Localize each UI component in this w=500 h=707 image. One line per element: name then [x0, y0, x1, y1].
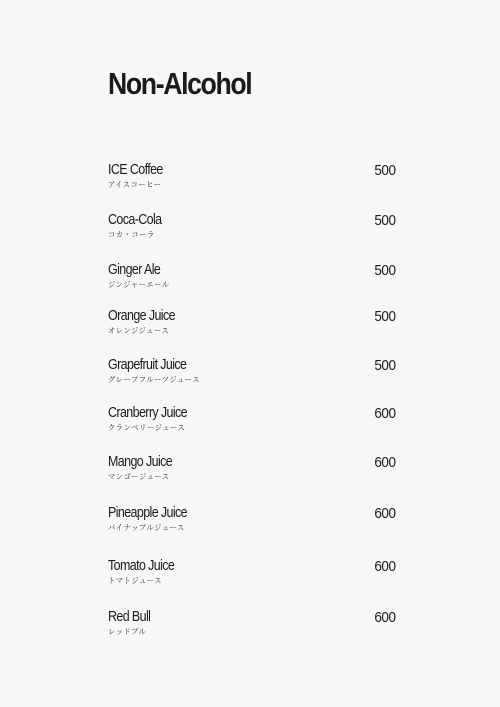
item-price: 600 [374, 454, 396, 471]
item-japanese-name: レッドブル [108, 627, 147, 636]
item-name: Coca-Cola [108, 212, 162, 228]
item-japanese-name: オレンジジュース [108, 326, 170, 335]
page-title: Non-Alcohol [108, 66, 252, 101]
item-price: 500 [374, 212, 396, 229]
item-price: 600 [374, 505, 396, 522]
item-japanese-name: コカ・コーラ [108, 230, 155, 239]
item-price: 500 [374, 162, 396, 179]
item-name: Orange Juice [108, 308, 175, 324]
item-price: 500 [374, 262, 396, 279]
menu-item-orange-juice [108, 308, 400, 342]
item-japanese-name: パイナップルジュース [108, 523, 185, 532]
menu-item-tomato-juice [108, 558, 400, 592]
menu-item-red-bull [108, 609, 400, 643]
item-japanese-name: グレープフルーツジュース [108, 375, 201, 384]
item-name: Mango Juice [108, 454, 173, 470]
item-name: Ginger Ale [108, 262, 161, 278]
item-price: 600 [374, 609, 396, 626]
menu-item-cranberry-juice [108, 405, 400, 439]
item-name: Red Bull [108, 609, 151, 625]
item-name: Pineapple Juice [108, 505, 188, 521]
item-name: ICE Coffee [108, 162, 163, 178]
item-japanese-name: マンゴージュース [108, 472, 170, 481]
item-name: Cranberry Juice [108, 405, 187, 421]
item-price: 500 [374, 357, 396, 374]
item-name: Grapefruit Juice [108, 357, 187, 373]
item-japanese-name: クランベリージュース [108, 423, 186, 432]
menu-item-ginger-ale [108, 262, 400, 296]
menu-item-ice-coffee [108, 162, 400, 196]
menu-item-pineapple-juice [108, 505, 400, 539]
menu-item-mango-juice [108, 454, 400, 488]
item-japanese-name: ジンジャーエール [108, 280, 170, 289]
item-price: 500 [374, 308, 396, 325]
item-price: 600 [374, 405, 396, 422]
item-name: Tomato Juice [108, 558, 175, 574]
menu-item-coca-cola [108, 212, 400, 246]
item-japanese-name: アイスコーヒー [108, 180, 162, 189]
item-japanese-name: トマトジュース [108, 576, 163, 585]
item-price: 600 [374, 558, 396, 575]
menu-item-grapefruit-juice [108, 357, 400, 391]
